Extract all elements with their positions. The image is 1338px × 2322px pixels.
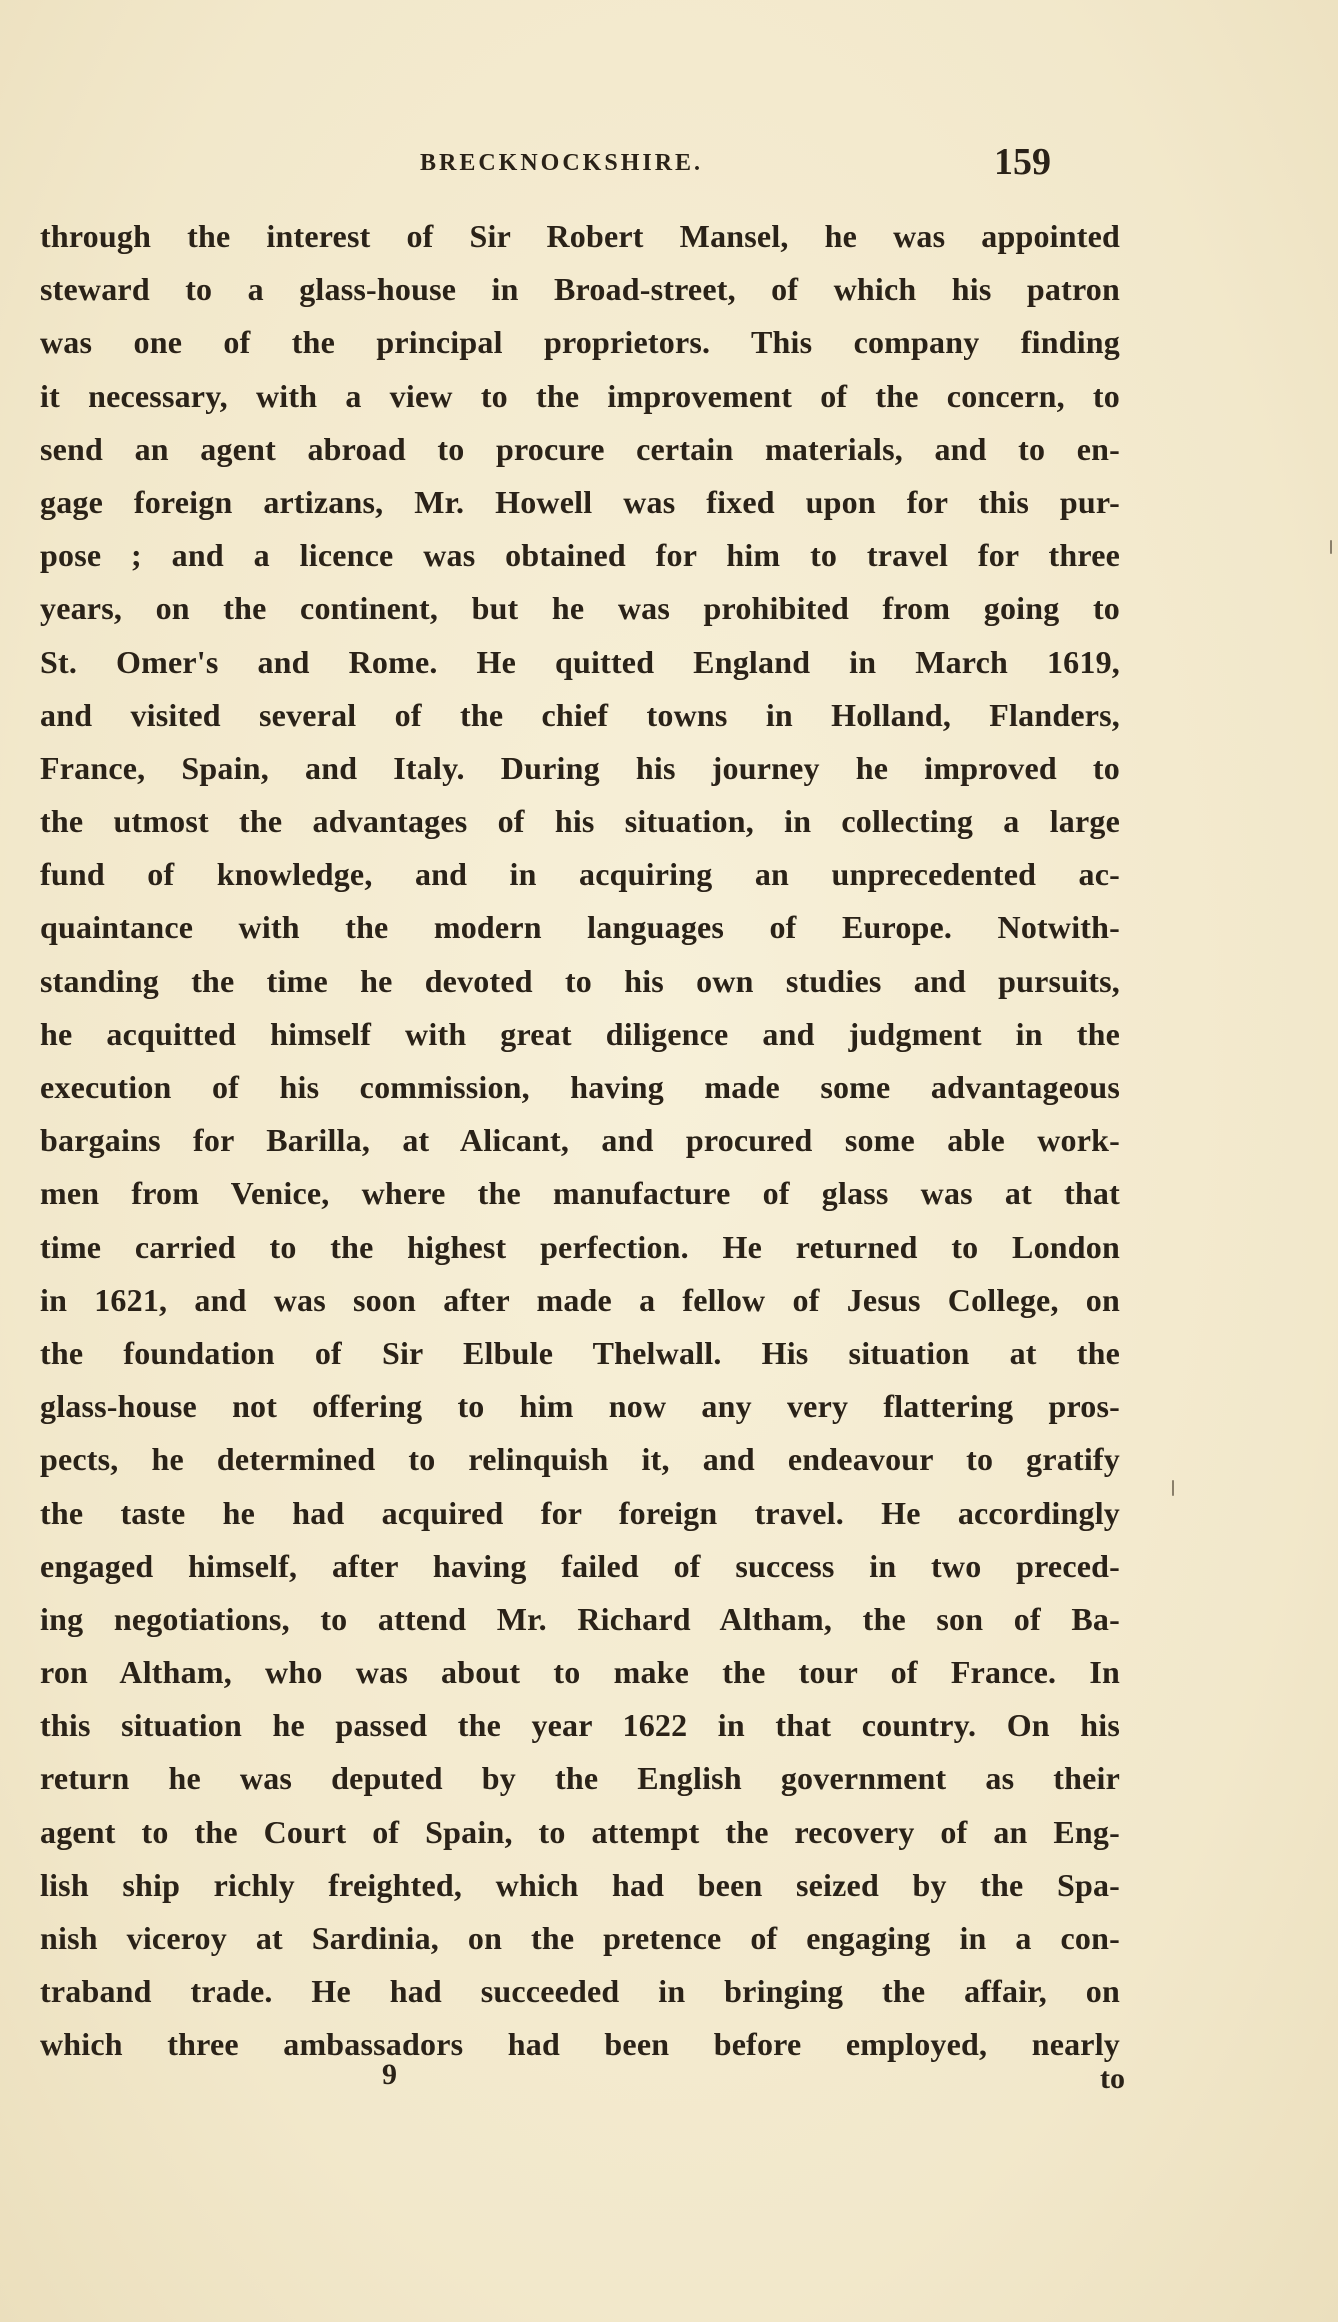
text-line: send an agent abroad to procure certain materials, and to en- xyxy=(40,430,1120,467)
page-footer xyxy=(0,2058,1338,2108)
text-line: pose ; and a licence was obtained for him to travel for three xyxy=(40,537,1120,574)
text-line: agent to the Court of Spain, to attempt the recovery of an Eng- xyxy=(40,1813,1120,1850)
text-line: time carried to the highest perfection. He returned to London xyxy=(40,1228,1120,1265)
body-text xyxy=(40,210,1120,2072)
text-line: ron Altham, who was about to make the tour of France. In xyxy=(40,1654,1120,1691)
text-line: was one of the principal proprietors. This company finding xyxy=(40,324,1120,361)
text-line: steward to a glass-house in Broad-street, of which his patron xyxy=(40,271,1120,308)
text-line: gage foreign artizans, Mr. Howell was fixed upon for this pur- xyxy=(40,483,1120,520)
text-line: the utmost the advantages of his situation, in collecting a large xyxy=(40,803,1120,840)
running-head: BRECKNOCKSHIRE. xyxy=(420,150,704,176)
text-line: men from Venice, where the manufacture of glass was at that xyxy=(40,1175,1120,1212)
text-line: in 1621, and was soon after made a fellow of Jesus College, on xyxy=(40,1281,1120,1318)
text-line: return he was deputed by the English government as their xyxy=(40,1760,1120,1797)
page-header xyxy=(0,138,1338,198)
text-line: St. Omer's and Rome. He quitted England in March 1619, xyxy=(40,643,1120,680)
text-line: the taste he had acquired for foreign travel. He accordingly xyxy=(40,1494,1120,1531)
text-line: and visited several of the chief towns in Holland, Flanders, xyxy=(40,696,1120,733)
text-line: ing negotiations, to attend Mr. Richard Altham, the son of Ba- xyxy=(40,1600,1120,1637)
text-line: years, on the continent, but he was prohibited from going to xyxy=(40,590,1120,627)
paper-speck xyxy=(1172,1480,1174,1496)
paper-speck xyxy=(1330,540,1332,554)
text-line: this situation he passed the year 1622 in that country. On his xyxy=(40,1707,1120,1744)
text-line: execution of his commission, having made some advantageous xyxy=(40,1069,1120,1105)
text-line: he acquitted himself with great diligence and judgment in the xyxy=(40,1015,1120,1052)
page-number: 159 xyxy=(994,141,1051,183)
text-line: the foundation of Sir Elbule Thelwall. His situation at the xyxy=(40,1334,1120,1371)
text-line: which three ambassadors had been before employed, nearly xyxy=(40,2026,1120,2063)
catchword: to xyxy=(1100,2062,1125,2095)
text-line: through the interest of Sir Robert Mansel, he was appointed xyxy=(40,218,1120,254)
text-line: France, Spain, and Italy. During his journey he improved to xyxy=(40,749,1120,786)
text-line: pects, he determined to relinquish it, and endeavour to gratify xyxy=(40,1441,1120,1478)
text-line: glass-house not offering to him now any very flattering pros- xyxy=(40,1388,1120,1425)
text-line: nish viceroy at Sardinia, on the pretence of engaging in a con- xyxy=(40,1920,1120,1956)
text-line: standing the time he devoted to his own studies and pursuits, xyxy=(40,962,1120,999)
signature-mark: 9 xyxy=(382,2058,397,2091)
text-line: bargains for Barilla, at Alicant, and procured some able work- xyxy=(40,1122,1120,1159)
text-line: quaintance with the modern languages of Europe. Notwith- xyxy=(40,909,1120,946)
text-line: fund of knowledge, and in acquiring an unprecedented ac- xyxy=(40,856,1120,893)
text-line: lish ship richly freighted, which had been seized by the Spa- xyxy=(40,1866,1120,1903)
text-line: engaged himself, after having failed of success in two preced- xyxy=(40,1547,1120,1584)
text-line: it necessary, with a view to the improvement of the concern, to xyxy=(40,377,1120,414)
text-line: traband trade. He had succeeded in bringing the affair, on xyxy=(40,1973,1120,2010)
